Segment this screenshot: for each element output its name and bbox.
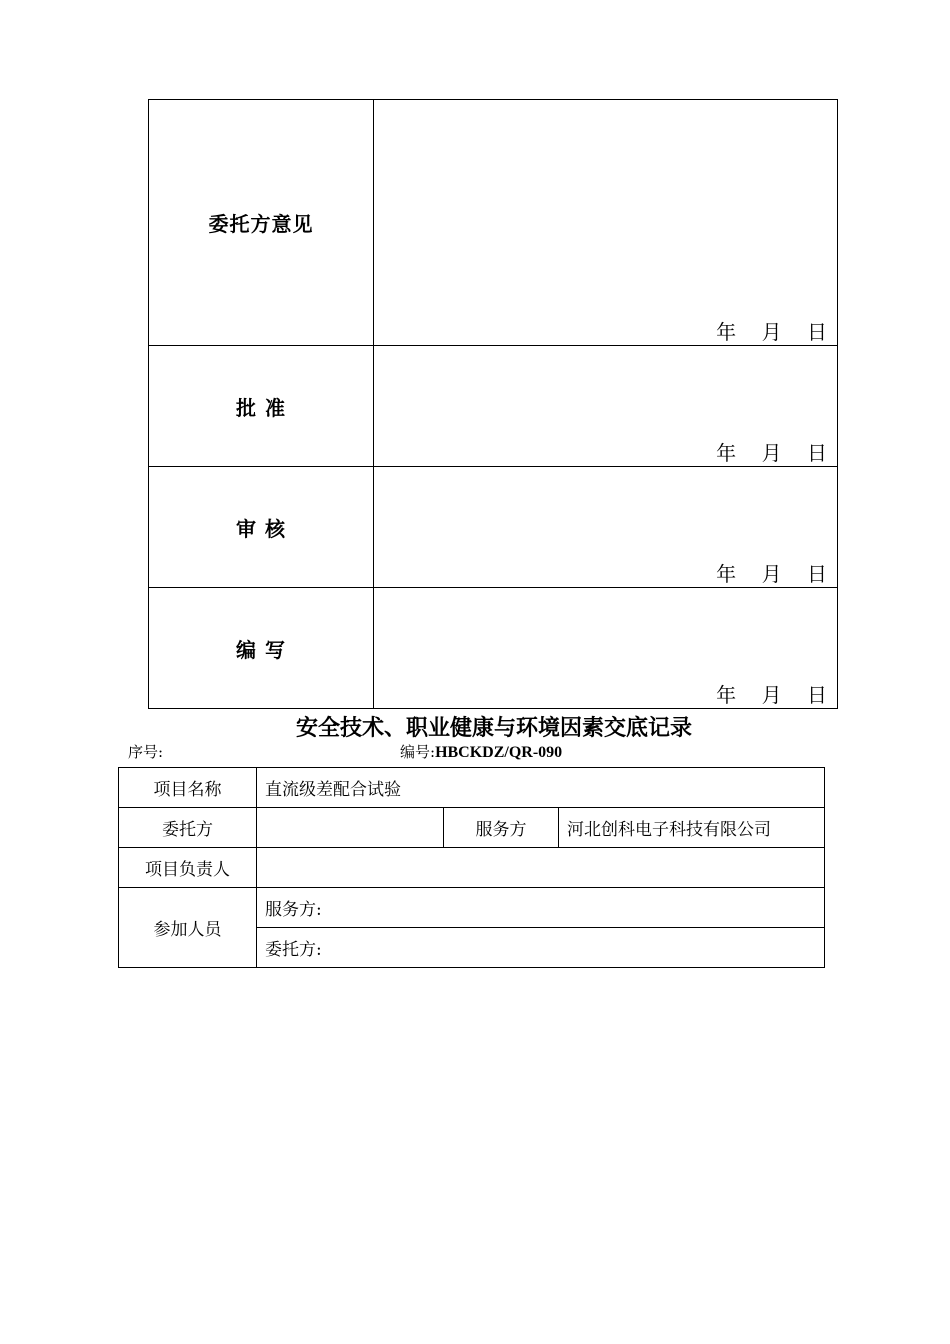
review-field[interactable] — [374, 467, 838, 588]
approval-row-client-opinion — [149, 100, 838, 346]
code-value: HBCKDZ/QR-090 — [435, 744, 563, 761]
approve-field[interactable] — [374, 346, 838, 467]
sequence-label: 序号: — [128, 743, 164, 761]
row-label: 批 准 — [149, 346, 374, 467]
manager-value[interactable] — [257, 848, 825, 888]
project-name-row — [119, 768, 825, 808]
date-line: 年 月 日 — [716, 441, 827, 465]
participants-provider-row — [119, 888, 825, 928]
project-info-table — [118, 767, 825, 968]
approval-row-author — [149, 588, 838, 709]
approval-row-review — [149, 467, 838, 588]
row-label: 编 写 — [149, 588, 374, 709]
participants-client-field[interactable]: 委托方: — [257, 928, 825, 968]
participants-label: 参加人员 — [119, 888, 257, 968]
parties-row — [119, 808, 825, 848]
opinion-field[interactable] — [374, 100, 838, 346]
provider-label: 服务方 — [444, 808, 559, 848]
client-value[interactable] — [257, 808, 444, 848]
approval-table — [148, 99, 838, 709]
document-title: 安全技术、职业健康与环境因素交底记录 — [295, 716, 692, 741]
row-label: 委托方意见 — [149, 100, 374, 346]
manager-row — [119, 848, 825, 888]
author-field[interactable] — [374, 588, 838, 709]
date-line: 年 月 日 — [716, 683, 827, 707]
project-name-label: 项目名称 — [119, 768, 257, 808]
manager-label: 项目负责人 — [119, 848, 257, 888]
document-code — [400, 741, 562, 762]
client-label: 委托方 — [119, 808, 257, 848]
provider-value[interactable]: 河北创科电子科技有限公司 — [559, 808, 825, 848]
participants-provider-field[interactable]: 服务方: — [257, 888, 825, 928]
code-prefix: 编号: — [400, 743, 436, 761]
row-label: 审 核 — [149, 467, 374, 588]
approval-row-approve — [149, 346, 838, 467]
date-line: 年 月 日 — [716, 562, 827, 586]
date-line: 年 月 日 — [716, 320, 827, 344]
project-name-value[interactable]: 直流级差配合试验 — [257, 768, 825, 808]
